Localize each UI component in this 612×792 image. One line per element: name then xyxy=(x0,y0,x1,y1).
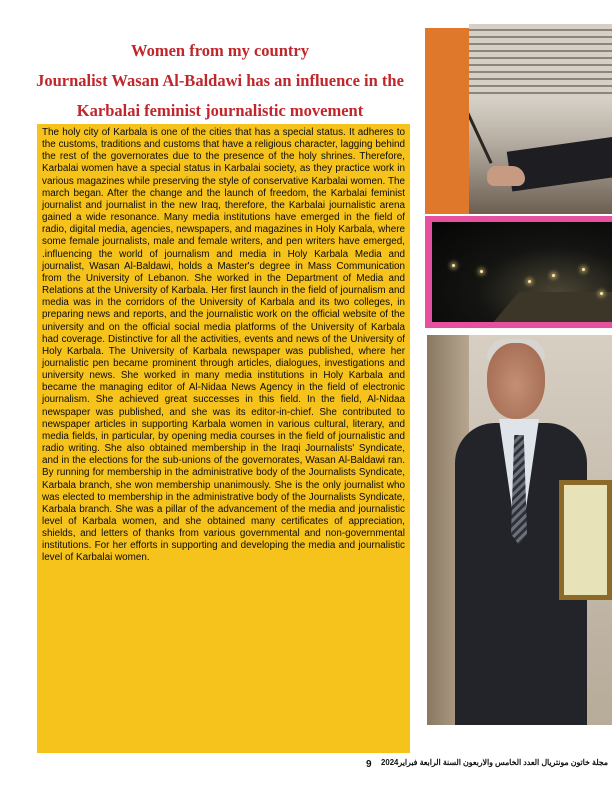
photo-window-blinds xyxy=(469,24,612,96)
article-body-box xyxy=(37,124,410,753)
street-light xyxy=(528,280,531,283)
photo-podium xyxy=(469,24,612,214)
photo-man-with-certificate xyxy=(427,335,612,725)
street-light xyxy=(600,292,603,295)
headline-line-3: Karbalai feminist journalistic movement xyxy=(76,101,364,120)
photo-road xyxy=(485,292,612,322)
magazine-footer: مجلة خاتون مونتريال العدد الخامس والاربعون السنة الرابعة فبراير2024 xyxy=(381,758,608,767)
photo-night-street xyxy=(432,222,612,322)
street-light xyxy=(452,264,455,267)
page-number: 9 xyxy=(366,759,372,770)
photo-microphone xyxy=(469,108,493,164)
street-light xyxy=(480,270,483,273)
headline-line-1: Women from my country xyxy=(131,41,309,60)
decorative-orange-bar xyxy=(425,28,469,214)
article-headline xyxy=(20,36,420,126)
article-body-text: The holy city of Karbala is one of the cities that has a special status. It adheres to the customs, traditions and customs that have a religious character, lagging behind the rest of the governorates due to the presence of the holy shrines. Therefore, Karbalai women have a special status in Karbalai society, as they practice work in various magazines while preserving the style of conservative Karbalai women. The march began. After the change and the launch of freedom, the Karbalai feminist journalist and journalist in the new Iraq, therefore, the Karbalai journalistic arena gained a wide resonance. Many media institutions have emerged in the field of radio, digital media, agencies, newspapers, and magazines in Holy Karbala, where some female journalists, male and female writers, and pen writers have emerged, .influencing the world of journalism and media in Holy Karbala Media and journalist, Wasan Al-Baldawi, holds a Master's degree in Mass Communication from the University of Lebanon. She worked in the Department of Media and Relations at the University of Karbala. Her first launch in the field of journalism and media was in the corridors of the University of Karbala and its two colleges, in preparing news and reports, and the journalistic work on the official website of the university and on the official social media platforms of the University of Karbala had coverage. Distinctive for all the activities, events and news of the University of Holy Karbala. The University of Karbala newspaper was published, where her journalistic pen became prominent through articles, dialogues, investigations and university news. She worked in many media institutions in Holy Karbala and became the managing editor of Al-Nidaa News Agency in the field of electronic journalism. She achieved great successes in this field. In the field, Al-Nidaa newspaper was published, and she was its editor-in-chief. She contributed to newspaper articles in supporting Karbala women in various cultural, literary, and media fields, in particular, by opening media courses in the field of journalistic and radio writing. She also obtained membership in the Iraqi Journalists' Syndicate, and in the elections for the sub-unions of the governorates, Wasan Al-Baldawi ran. By running for membership in the administrative body of the Journalists Syndicate, Karbala branch, she won membership unanimously. She is the only journalist who was elected to membership in the administrative body of the Journalists Syndicate, Karbala branch. She was a pillar of the advancement of the media and journalistic level of Karbala women, and she obtained many certificates of appreciation, shields, and letters of thanks from various governmental and non-governmental institutions. For her efforts in supporting and developing the media and journalistic level of Karbalai women. xyxy=(42,127,405,564)
photo-certificate-frame xyxy=(559,480,612,600)
street-light xyxy=(552,274,555,277)
street-light xyxy=(582,268,585,271)
headline-line-2: Journalist Wasan Al-Baldawi has an influence in the xyxy=(36,71,404,90)
photo-hand xyxy=(487,166,525,186)
photo-face xyxy=(487,343,545,419)
